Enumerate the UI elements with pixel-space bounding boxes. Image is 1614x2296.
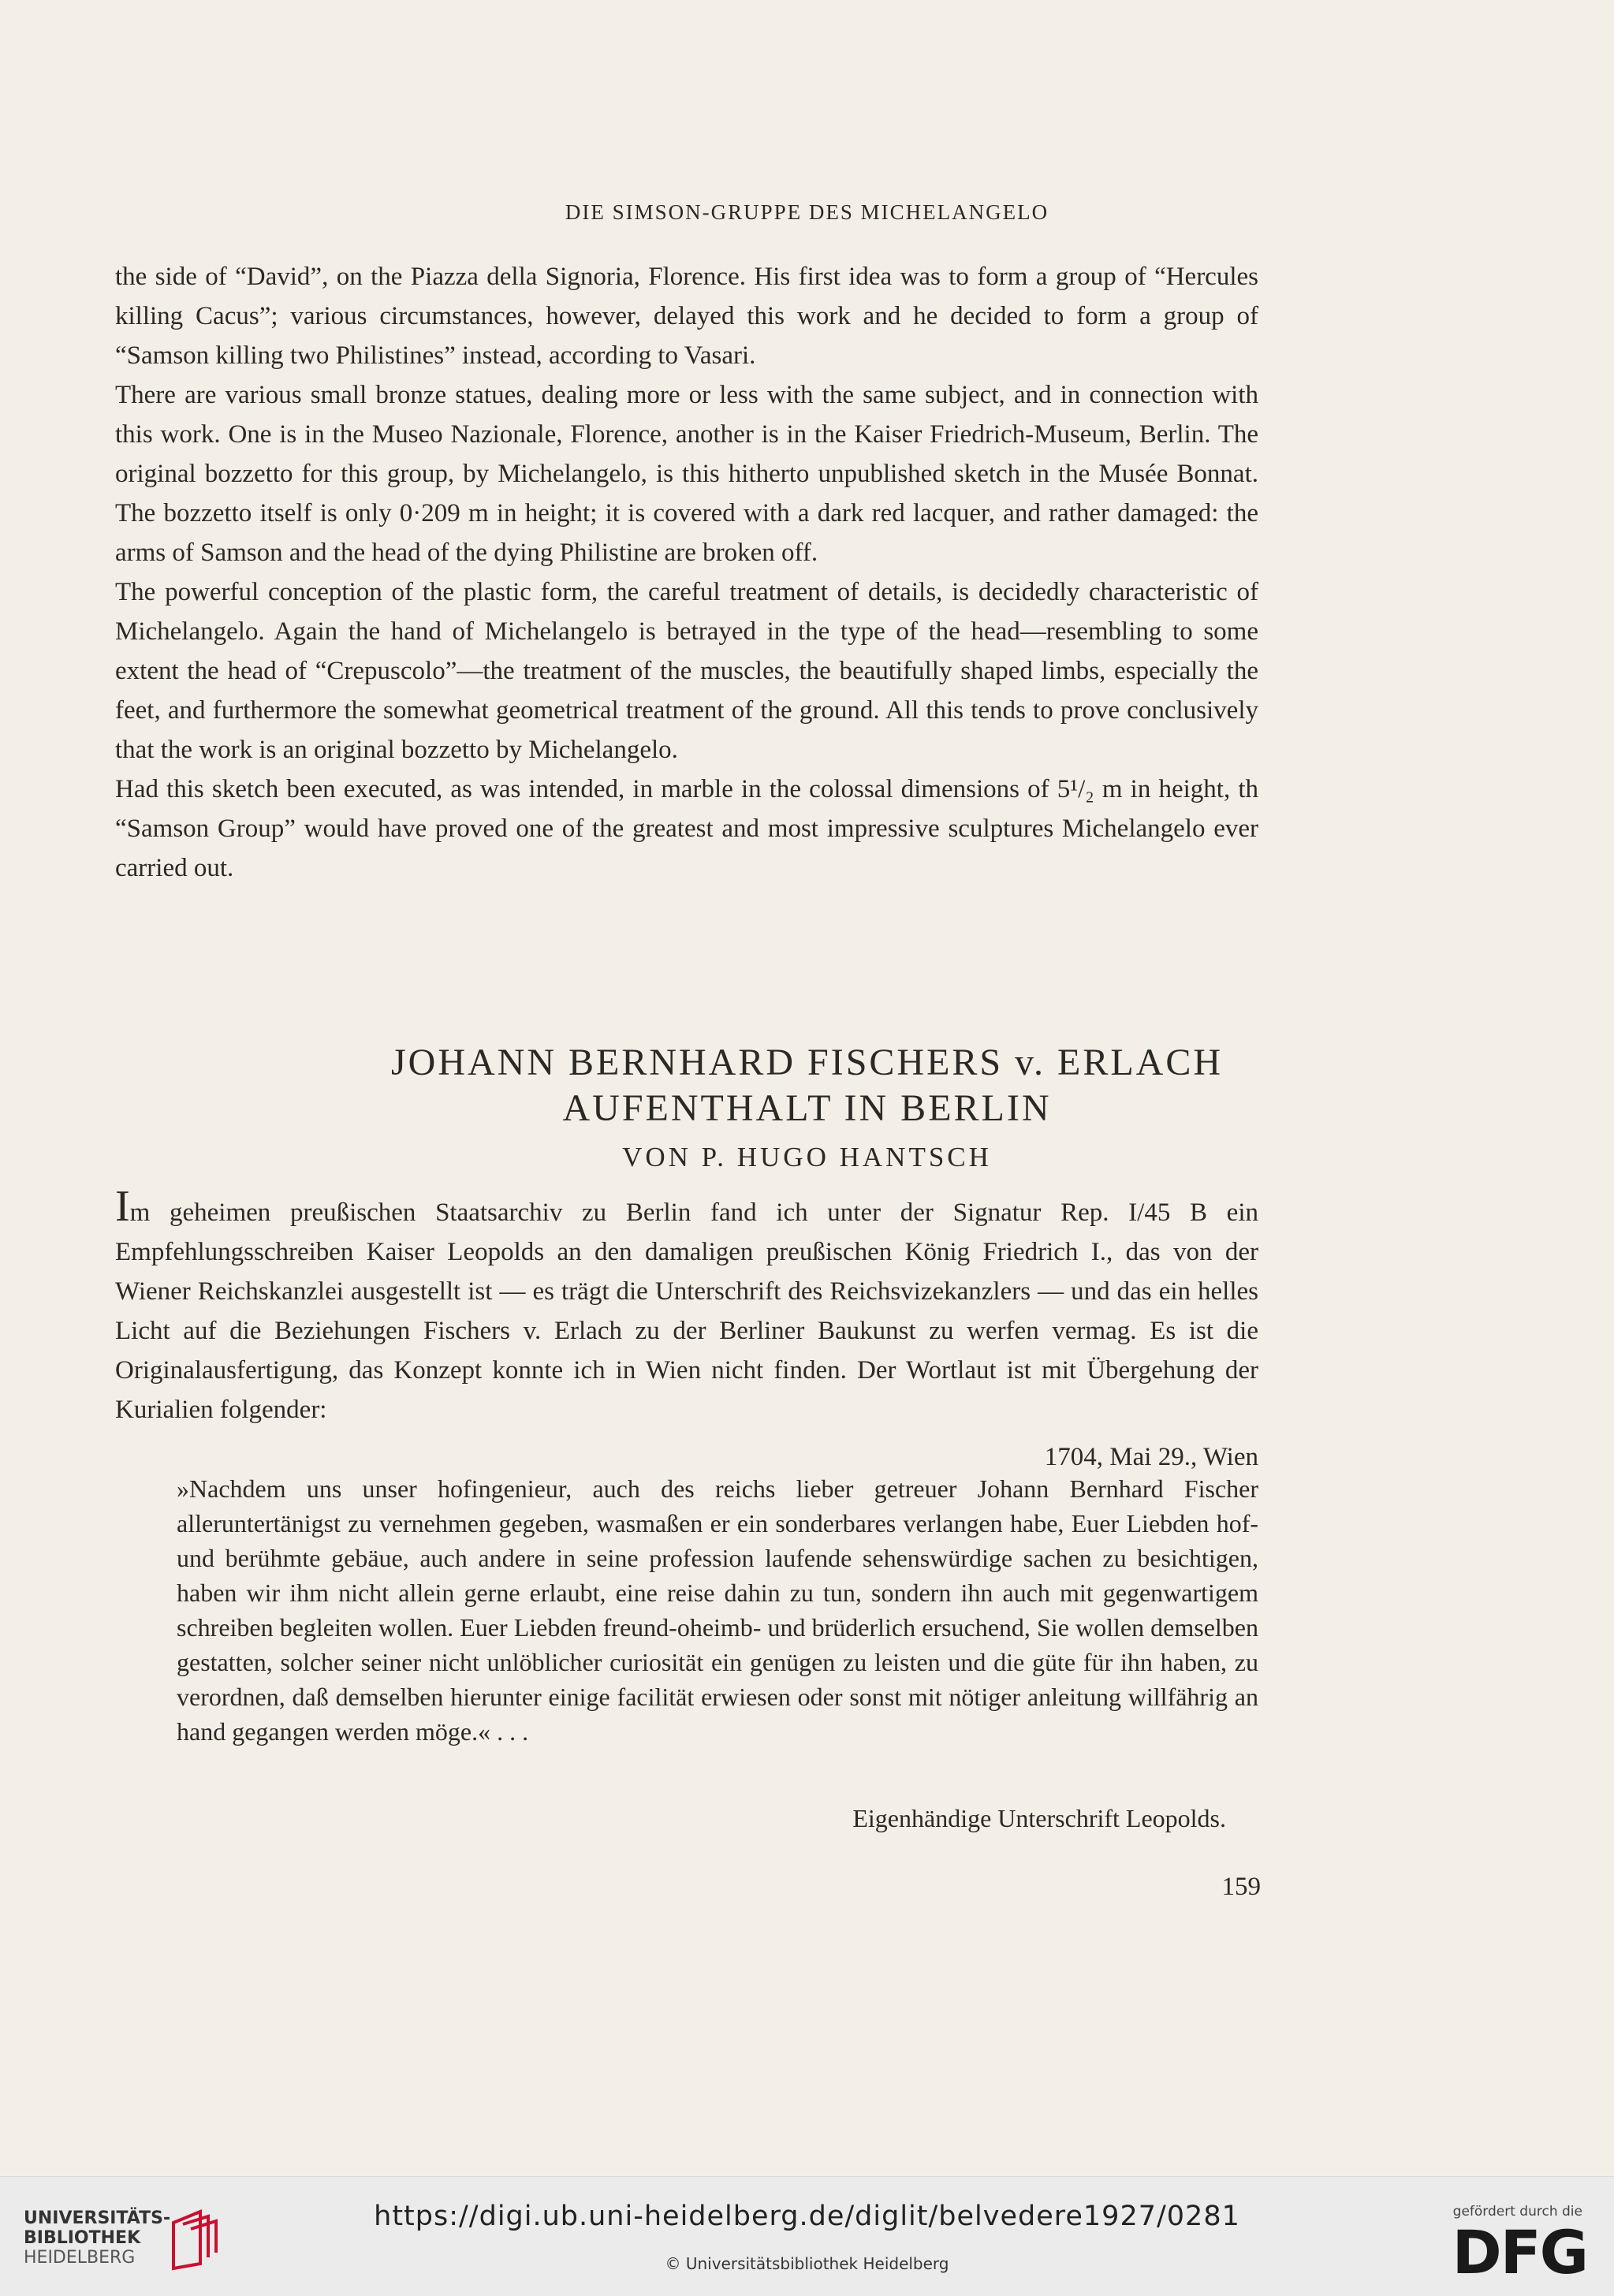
article-title-line-1: JOHANN BERNHARD FISCHERS v. ERLACH (391, 1042, 1223, 1083)
library-name-line: UNIVERSITÄTS- (24, 2208, 171, 2228)
german-text-block (115, 1182, 1258, 1477)
drop-cap: I (115, 1182, 130, 1231)
paragraph: the side of “David”, on the Piazza della Signoria, Florence. His first idea was to form a group of “Hercules killing Cacus”; various circumstances, however, delayed this work and he decided to form a group of “Samson killing two Philistines” instead, according to Vasari. (115, 263, 1258, 370)
article-title-line-2: AUFENTHALT IN BERLIN (562, 1087, 1052, 1129)
paragraph: The powerful conception of the plastic form, the careful treatment of details, is decidedly characteristic of Michelangelo. Again the hand of Michelangelo is betrayed in the type of the head—resembling to some extent the head of “Crepuscolo”—the treatment of the muscles, the beautifully shaped limbs, especially the feet, and furthermore the somewhat geometrical treatment of the ground. All this tends to prove conclusively that the work is an original bozzetto by Michelangelo. (115, 578, 1258, 764)
intro-text: m geheimen preußischen Staatsarchiv zu Berlin fand ich unter der Signatur Rep. I/45 B ein Empfehlungsschreiben Kaiser Leopolds an den damaligen preußischen König Friedrich I., das von der Wiener Reichskanzlei ausgestellt ist — es trägt die Unterschrift des Reichsvizekanzlers — und das ein helles Licht auf die Beziehungen Fischers v. Erlach zu der Berliner Baukunst zu werfen vermag. Es ist die Originalausfertigung, das Konzept konnte ich in Wien nicht finden. Der Wortlaut ist mit Übergehung der Kurialien folgender: (115, 1198, 1258, 1424)
dateline: 1704, Mai 29., Wien (1044, 1443, 1258, 1471)
english-text-block (115, 257, 1258, 888)
footer-bar (0, 2176, 1614, 2296)
dfg-logo[interactable]: DFG (1452, 2217, 1587, 2287)
page-number: 159 (1221, 1873, 1261, 1901)
permalink-url[interactable]: https://digi.ub.uni-heidelberg.de/diglit/belvedere1927/0281 (374, 2201, 1240, 2232)
copyright-notice: © Universitätsbibliothek Heidelberg (665, 2254, 949, 2273)
signature-note: Eigenhändige Unterschrift Leopolds. (852, 1804, 1226, 1832)
running-head: DIE SIMSON-GRUPPE DES MICHELANGELO (565, 200, 1049, 224)
paragraph: There are various small bronze statues, dealing more or less with the same subject, and in connection with this work. One is in the Museo Nazionale, Florence, another is in the Kaiser Friedrich-Museum, Berlin. The original bozzetto for this group, by Michelangelo, is this hitherto unpublished sketch in the Musée Bonnat. The bozzetto itself is only 0·209 m in height; it is covered with a dark red lacquer, and rather damaged: the arms of Samson and the head of the dying Philistine are broken off. (115, 381, 1258, 567)
paragraph: Had this sketch been executed, as was intended, in marble in the colossal dimensions of 5¹/₂ m in height, th “Samson Group” would have proved one of the greatest and most impressive sculptures Michelangelo ever carried out. (115, 775, 1258, 882)
library-name-line: HEIDELBERG (24, 2248, 136, 2268)
library-name-line: BIBLIOTHEK (24, 2228, 141, 2248)
article-author: VON P. HUGO HANTSCH (622, 1142, 992, 1172)
funding-note: gefördert durch die (1452, 2204, 1582, 2220)
intro-paragraph (115, 1182, 1258, 1429)
quoted-letter: »Nachdem uns unser hofingenieur, auch des reichs lieber getreuer Johann Bernhard Fischer alleruntertänigst zu vernehmen gegeben, wasmaßen er ein sonderbares verlangen habe, Euer Liebden hof- und berühmte gebäue, auch andere in seine profession laufende sehenswürdige sachen zu besichtigen, haben wir ihm nicht allein gerne erlaubt, eine reise dahin zu tun, sondern ihn auch mit gegenwartigem schreiben begleiten wollen. Euer Liebden freund-oheimb- und brüderlich ersuchend, Sie wollen demselben gestatten, solcher seiner nicht unlöblicher curiosität ein genügen zu leisten und die güte für ihn haben, zu verordnen, daß demselben hierunter einige facilität erwiesen oder sonst mit nötiger anleitung willfährig an hand gegangen werden möge.« . . . (177, 1474, 1258, 1746)
